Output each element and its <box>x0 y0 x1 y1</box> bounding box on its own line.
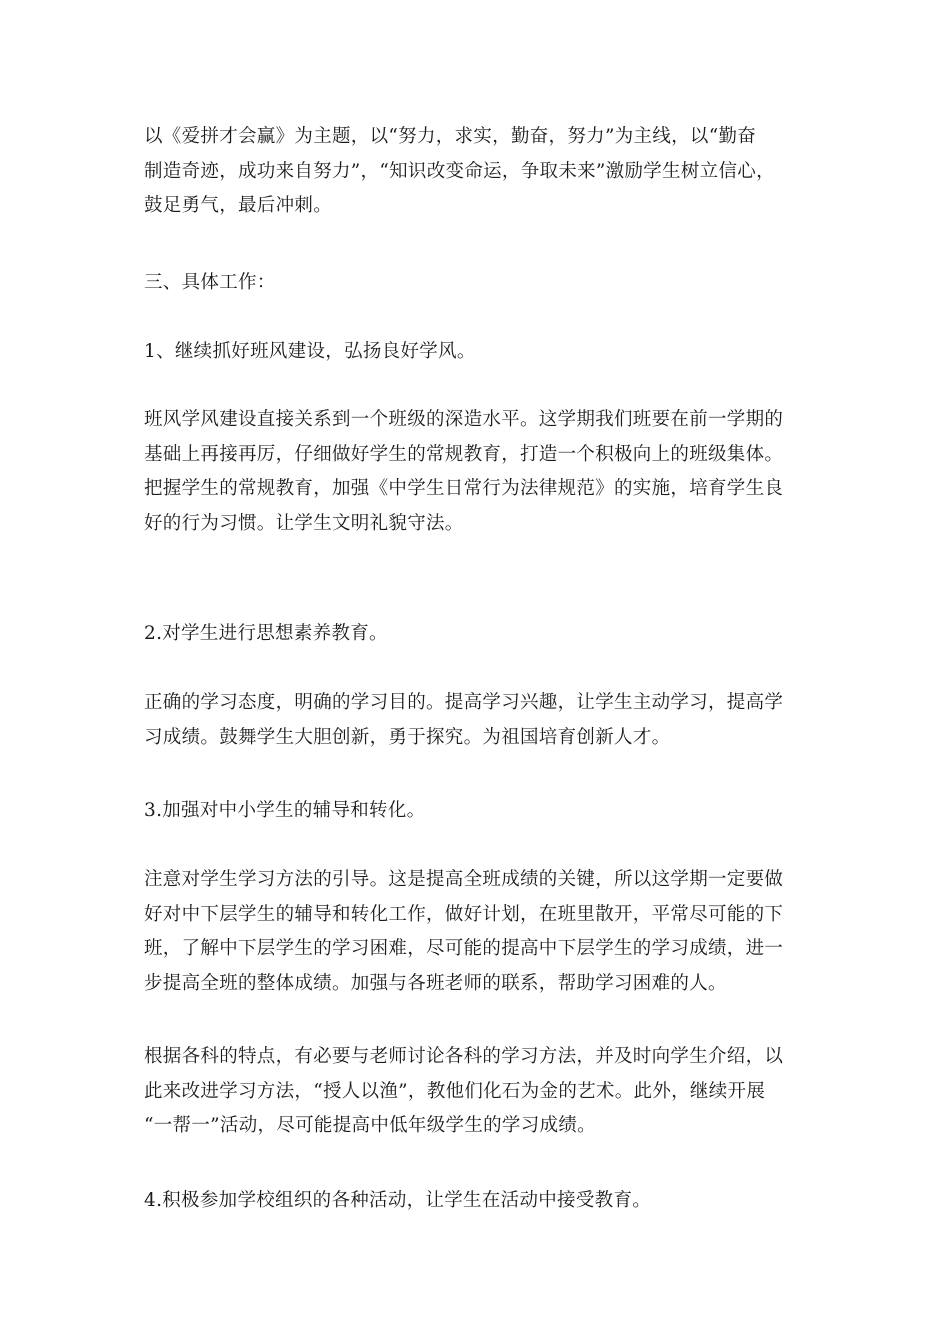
subheading-4 <box>144 1184 814 1219</box>
text-line: 4.积极参加学校组织的各种活动，让学生在活动中接受教育。 <box>144 1190 652 1211</box>
text-line: 习成绩。鼓舞学生大胆创新，勇于探究。为祖国培育创新人才。 <box>144 726 671 748</box>
text-line: 3.加强对中小学生的辅导和转化。 <box>144 800 426 821</box>
text-line: 根据各科的特点，有必要与老师讨论各科的学习方法，并及时向学生介绍，以 <box>144 1046 784 1067</box>
paragraph-guidance <box>144 863 814 1001</box>
text-line: 基础上再接再厉，仔细做好学生的常规教育，打造一个积极向上的班级集体。 <box>144 443 784 465</box>
text-line: 以《爱拼才会赢》为主题，以“努力，求实，勤奋，努力”为主线，以“勤奋 <box>144 126 757 147</box>
text-line: 此来改进学习方法，“授人以渔”，教他们化石为金的艺术。此外，继续开展 <box>144 1080 766 1102</box>
text-line: 1、继续抓好班风建设，弘扬良好学风。 <box>144 341 476 362</box>
paragraph-attitude <box>144 686 814 755</box>
paragraph-methods <box>144 1040 814 1144</box>
subheading-2 <box>144 617 814 652</box>
text-line: 正确的学习态度，明确的学习目的。提高学习兴趣，让学生主动学习，提高学 <box>144 692 784 713</box>
text-line: 注意对学生学习方法的引导。这是提高全班成绩的关键，所以这学期一定要做 <box>144 869 784 890</box>
text-line: 班风学风建设直接关系到一个班级的深造水平。这学期我们班要在前一学期的 <box>144 409 784 430</box>
subheading-3 <box>144 794 814 829</box>
text-line: 制造奇迹，成功来自努力”，“知识改变命运，争取未来”激励学生树立信心， <box>144 160 775 182</box>
text-line: 把握学生的常规教育，加强《中学生日常行为法律规范》的实施，培育学生良 <box>144 478 784 499</box>
text-line: 2.对学生进行思想素养教育。 <box>144 623 388 644</box>
text-line: 鼓足勇气，最后冲刺。 <box>144 195 333 216</box>
paragraph-class-style <box>144 403 814 541</box>
text-line: 好对中下层学生的辅导和转化工作，做好计划，在班里散开，平常尽可能的下 <box>144 903 784 925</box>
text-line: 三、具体工作： <box>144 272 276 293</box>
subheading-1 <box>144 335 814 370</box>
text-line: 班，了解中下层学生的学习困难，尽可能的提高中下层学生的学习成绩，进一 <box>144 938 784 959</box>
text-line: “一帮一”活动，尽可能提高中低年级学生的学习成绩。 <box>144 1115 596 1136</box>
text-line: 步提高全班的整体成绩。加强与各班老师的联系，帮助学习困难的人。 <box>144 972 727 994</box>
paragraph-theme <box>144 120 814 224</box>
section-heading <box>144 266 814 301</box>
text-line: 好的行为习惯。让学生文明礼貌守法。 <box>144 512 464 534</box>
